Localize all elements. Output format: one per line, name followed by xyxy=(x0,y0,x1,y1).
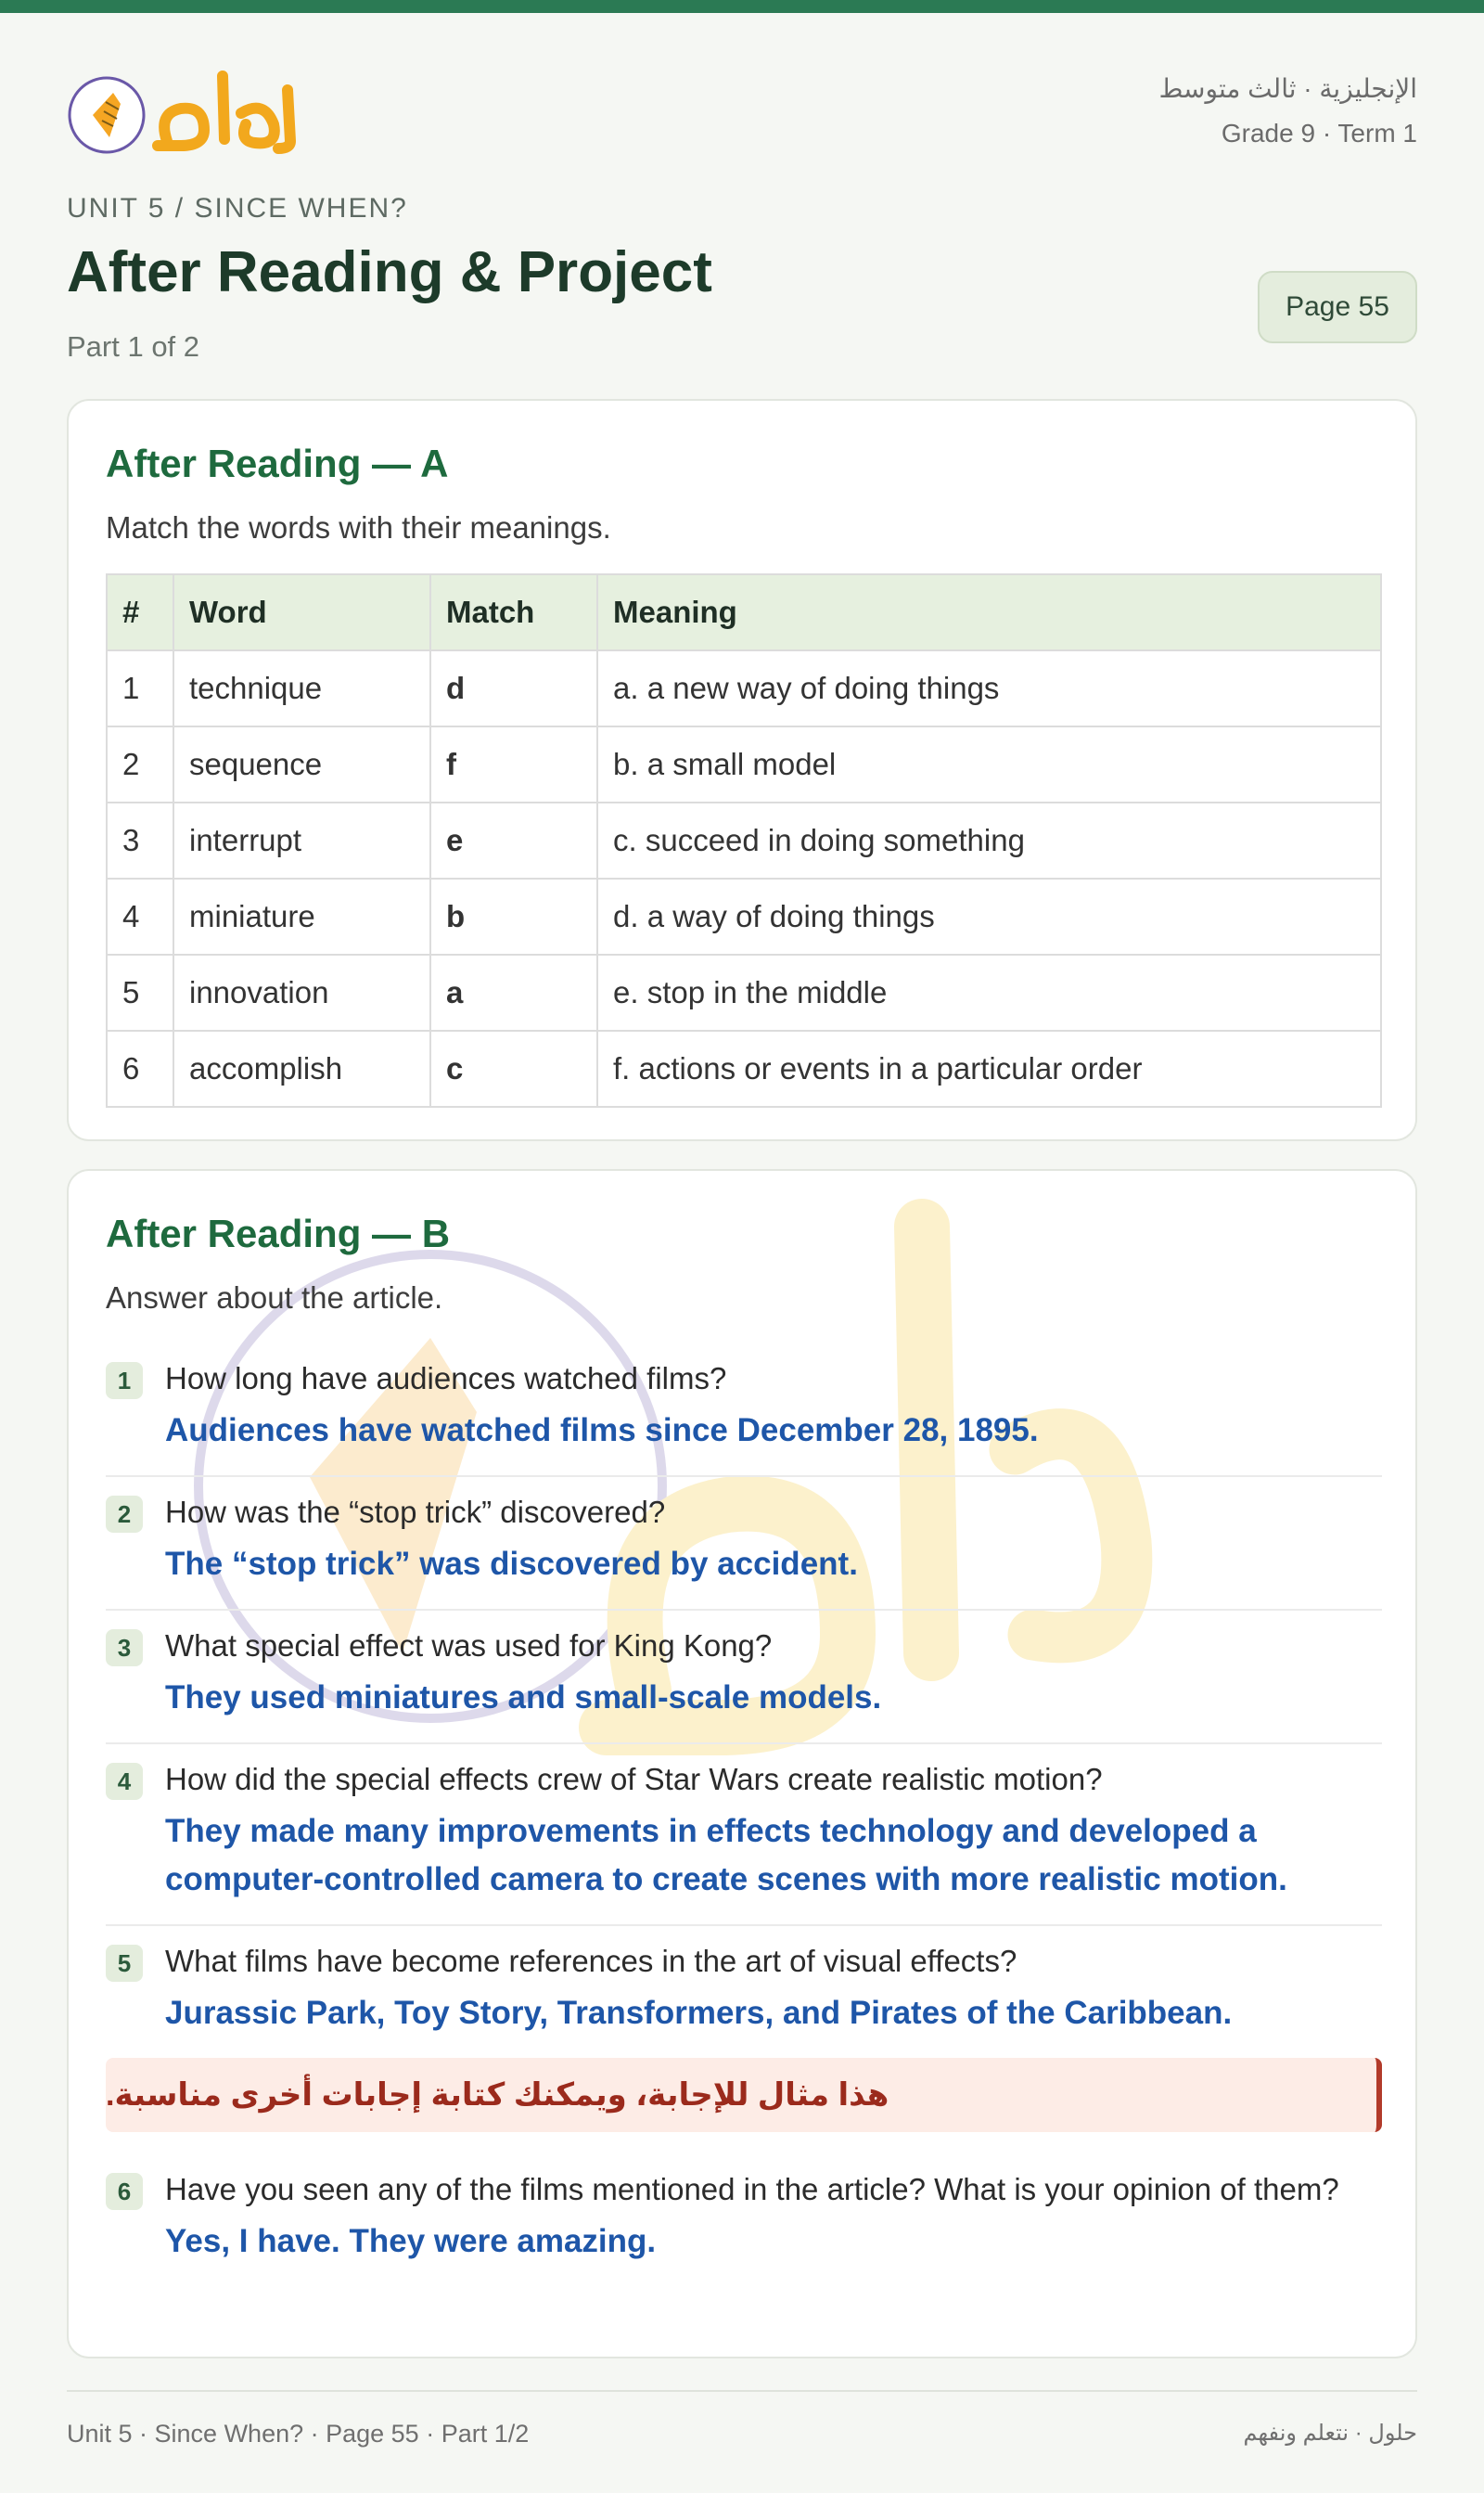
page-badge: Page 55 xyxy=(1258,271,1417,343)
section-a-title: After Reading — A xyxy=(106,442,449,485)
row-match: a xyxy=(430,955,597,1031)
question-number: 5 xyxy=(106,1945,143,1982)
row-match: c xyxy=(430,1031,597,1107)
hulul-logo xyxy=(65,58,315,160)
footer-left: Unit 5 · Since When? · Page 55 · Part 1/2 xyxy=(67,2420,530,2448)
table-header-row xyxy=(107,574,1381,650)
question-text: What films have become references in the art of visual effects? xyxy=(165,1944,1017,1978)
table-row xyxy=(107,879,1381,955)
section-a-instruction: Match the words with their meanings. xyxy=(106,510,611,545)
footer-right: حلول · نتعلم ونفهم xyxy=(1243,2421,1417,2446)
column-header: Match xyxy=(430,574,597,650)
row-match: b xyxy=(430,879,597,955)
row-meaning: e. stop in the middle xyxy=(597,955,1381,1031)
question-number: 4 xyxy=(106,1763,143,1800)
row-number: 5 xyxy=(107,955,173,1031)
matching-table xyxy=(106,573,1382,1108)
question-item xyxy=(106,2154,1382,2286)
row-number: 6 xyxy=(107,1031,173,1107)
table-row xyxy=(107,955,1381,1031)
table-row xyxy=(107,650,1381,726)
question-text: Have you seen any of the films mentioned in the article? What is your opinion of them? xyxy=(165,2172,1339,2206)
part-label: Part 1 of 2 xyxy=(67,330,200,363)
answer-text: They used miniatures and small-scale models. xyxy=(165,1679,882,1716)
row-number: 2 xyxy=(107,726,173,803)
question-item xyxy=(106,1343,1382,1477)
row-word: sequence xyxy=(173,726,430,803)
row-meaning: b. a small model xyxy=(597,726,1381,803)
answer-text: The “stop trick” was discovered by accident. xyxy=(165,1546,858,1582)
section-b-title: After Reading — B xyxy=(106,1212,451,1255)
row-word: accomplish xyxy=(173,1031,430,1107)
question-item xyxy=(106,1611,1382,1744)
table-row xyxy=(107,726,1381,803)
question-list xyxy=(106,1343,1382,2286)
question-text: How long have audiences watched films? xyxy=(165,1361,727,1395)
question-item xyxy=(106,1477,1382,1611)
column-header: # xyxy=(107,574,173,650)
row-meaning: f. actions or events in a particular order xyxy=(597,1031,1381,1107)
row-match: f xyxy=(430,726,597,803)
page-meta xyxy=(1158,67,1417,156)
section-a-card xyxy=(67,399,1417,1141)
subject-line: الإنجليزية · ثالث متوسط xyxy=(1158,74,1417,103)
row-word: innovation xyxy=(173,955,430,1031)
question-number: 2 xyxy=(106,1496,143,1533)
answer-text: Jurassic Park, Toy Story, Transformers, and Pirates of the Caribbean. xyxy=(165,1995,1233,2031)
question-item xyxy=(106,1926,1382,2058)
question-number: 1 xyxy=(106,1362,143,1399)
top-accent-bar xyxy=(0,0,1484,13)
answer-text: Audiences have watched films since December 28, 1895. xyxy=(165,1412,1039,1448)
table-row xyxy=(107,803,1381,879)
answer-note: هذا مثال للإجابة، ويمكنك كتابة إجابات أخرى مناسبة. xyxy=(106,2058,1382,2132)
row-number: 1 xyxy=(107,650,173,726)
section-b-card xyxy=(67,1169,1417,2358)
page-title: After Reading & Project xyxy=(67,240,712,304)
row-number: 4 xyxy=(107,879,173,955)
question-item xyxy=(106,1744,1382,1926)
row-meaning: c. succeed in doing something xyxy=(597,803,1381,879)
question-text: How did the special effects crew of Star Wars create realistic motion? xyxy=(165,1762,1103,1796)
question-number: 6 xyxy=(106,2173,143,2210)
row-match: e xyxy=(430,803,597,879)
section-b-instruction: Answer about the article. xyxy=(106,1280,443,1315)
row-word: interrupt xyxy=(173,803,430,879)
answer-text: They made many improvements in effects technology and developed a computer-controlled camera to create scenes with more realistic motion. xyxy=(165,1813,1287,1897)
row-meaning: a. a new way of doing things xyxy=(597,650,1381,726)
question-text: How was the “stop trick” discovered? xyxy=(165,1495,666,1529)
row-meaning: d. a way of doing things xyxy=(597,879,1381,955)
row-number: 3 xyxy=(107,803,173,879)
question-text: What special effect was used for King Kong? xyxy=(165,1628,773,1663)
table-row xyxy=(107,1031,1381,1107)
question-number: 3 xyxy=(106,1629,143,1666)
row-word: technique xyxy=(173,650,430,726)
grade-term: Grade 9 · Term 1 xyxy=(1221,119,1417,148)
row-match: d xyxy=(430,650,597,726)
row-word: miniature xyxy=(173,879,430,955)
column-header: Meaning xyxy=(597,574,1381,650)
column-header: Word xyxy=(173,574,430,650)
unit-label: UNIT 5 / SINCE WHEN? xyxy=(67,193,408,224)
answer-text: Yes, I have. They were amazing. xyxy=(165,2223,657,2259)
footer-divider xyxy=(67,2390,1417,2392)
